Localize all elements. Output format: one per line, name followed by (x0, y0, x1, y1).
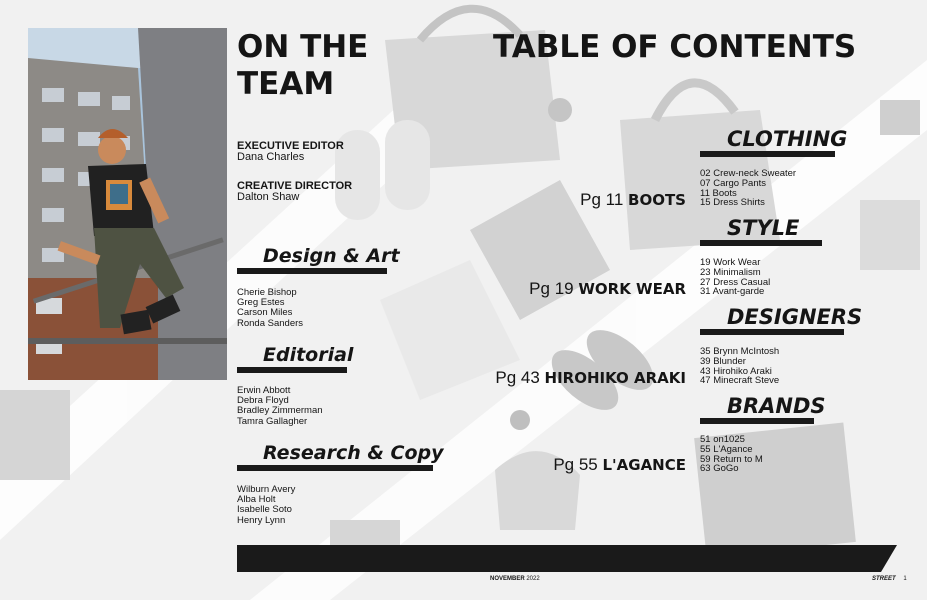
feature-title: WORK WEAR (578, 280, 686, 298)
list-item[interactable]: 39 Blunder (700, 355, 746, 367)
list-item[interactable]: 07 Cargo Pants (700, 177, 767, 189)
list-item: Wilburn Avery (237, 484, 296, 495)
feature-page: Pg 55 (553, 455, 598, 474)
list-item[interactable]: 51 on1025 (700, 434, 745, 445)
list-item: Bradley Zimmerman (237, 405, 323, 417)
section-title-design-art: Design & Art (263, 245, 400, 267)
feature-hirohiko-araki[interactable] (495, 368, 686, 388)
editorial-names (237, 386, 323, 427)
section-bar (237, 268, 387, 274)
executive-editor (237, 141, 344, 163)
design-art-names (237, 288, 303, 329)
list-item[interactable]: 31 Avant-garde (700, 286, 765, 298)
feature-page: Pg 11 (580, 190, 624, 209)
feature-title: BOOTS (628, 191, 686, 209)
feature-page: Pg 19 (529, 279, 574, 298)
toc-heading: TABLE OF CONTENTS (493, 29, 857, 65)
research-copy-names (237, 485, 295, 526)
team-heading-line1: ON THE (237, 29, 369, 65)
team-heading-line2: TEAM (237, 66, 335, 102)
category-brands: BRANDS (727, 394, 826, 418)
executive-editor-name: Dana Charles (237, 151, 305, 163)
list-item: Ronda Sanders (237, 317, 304, 329)
list-item[interactable]: 47 Minecraft Steve (700, 375, 780, 387)
list-item: Isabelle Soto (237, 504, 292, 516)
list-item[interactable]: 63 GoGo (700, 463, 739, 475)
category-bar (700, 329, 844, 335)
section-bar (237, 465, 433, 471)
list-item[interactable]: 59 Return to M (700, 453, 763, 465)
footer-month: NOVEMBER (490, 576, 525, 582)
list-item[interactable]: 15 Dress Shirts (700, 197, 765, 209)
feature-page: Pg 43 (495, 368, 540, 387)
list-item[interactable]: 11 Boots (700, 187, 737, 199)
list-item[interactable]: 19 Work Wear (700, 257, 761, 268)
executive-editor-role: EXECUTIVE EDITOR (237, 140, 344, 152)
footer-magazine: STREET (872, 576, 896, 582)
team-heading (237, 29, 368, 103)
section-bar (237, 367, 347, 373)
list-item[interactable]: 27 Dress Casual (700, 276, 771, 288)
clothing-list (700, 169, 796, 208)
list-item[interactable]: 43 Hirohiko Araki (700, 365, 772, 377)
team-photo (28, 28, 227, 380)
category-bar (700, 418, 814, 424)
category-designers: DESIGNERS (727, 305, 863, 329)
feature-boots[interactable] (580, 190, 686, 210)
list-item[interactable]: 23 Minimalism (700, 266, 761, 278)
footer-folio (872, 576, 907, 582)
creative-director-name: Dalton Shaw (237, 191, 300, 203)
list-item[interactable]: 02 Crew-neck Sweater (700, 168, 797, 179)
category-clothing: CLOTHING (727, 127, 848, 151)
creative-director (237, 181, 352, 203)
brands-list (700, 435, 763, 474)
list-item: Cherie Bishop (237, 287, 297, 298)
category-style: STYLE (727, 216, 800, 240)
creative-director-role: CREATIVE DIRECTOR (237, 180, 353, 192)
footer-date (490, 576, 540, 582)
feature-title: HIROHIKO ARAKI (544, 369, 686, 387)
section-title-research-copy: Research & Copy (263, 442, 444, 464)
section-title-editorial: Editorial (263, 344, 354, 366)
list-item[interactable]: 35 Brynn McIntosh (700, 346, 780, 357)
list-item: Tamra Gallagher (237, 415, 308, 427)
list-item: Alba Holt (237, 494, 276, 506)
list-item: Greg Estes (237, 297, 285, 309)
page-number: 1 (903, 576, 907, 582)
list-item: Debra Floyd (237, 395, 289, 407)
category-bar (700, 240, 822, 246)
designers-list (700, 347, 779, 386)
footer-year: 2022 (526, 576, 540, 582)
list-item[interactable]: 55 L'Agance (700, 443, 753, 455)
feature-work-wear[interactable] (529, 279, 686, 299)
category-bar (700, 151, 835, 157)
list-item: Henry Lynn (237, 514, 286, 526)
style-list (700, 258, 770, 297)
list-item: Erwin Abbott (237, 385, 291, 396)
feature-lagance[interactable] (553, 455, 686, 475)
feature-title: L'AGANCE (602, 456, 686, 474)
list-item: Carson Miles (237, 307, 293, 319)
